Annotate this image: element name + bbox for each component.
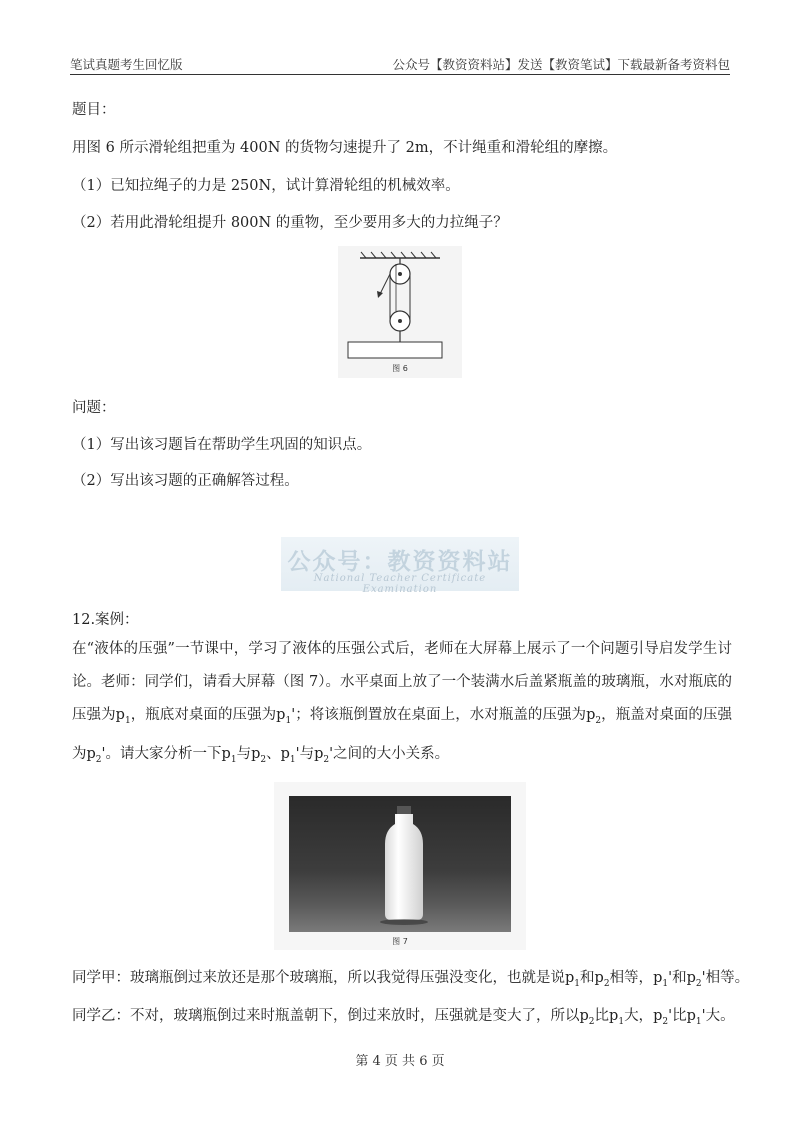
symbol-p: p	[686, 1008, 696, 1024]
prime-mark: '	[295, 745, 300, 762]
watermark-title: 公众号：教资资料站	[287, 549, 513, 575]
figure-7-caption: 图 7	[392, 937, 408, 946]
subscript: 1	[574, 978, 581, 989]
problem-label: 问题：	[72, 400, 116, 416]
watermark-logo	[281, 537, 519, 595]
case-text-4: ，瓶盖对桌面的压强为	[72, 707, 733, 762]
subscript: 2	[323, 754, 330, 765]
student-b-text-5: 大。	[705, 1008, 735, 1024]
prime-mark: '	[668, 970, 673, 986]
student-b-text-2: 比	[594, 1008, 610, 1024]
header-right-notice: 公众号【教资资料站】发送【教资笔试】下载最新备考资料包	[392, 57, 730, 72]
subscript: 2	[595, 715, 602, 726]
student-a-text-4: 和	[672, 970, 687, 986]
subscript: 1	[662, 978, 669, 989]
prime-mark: '	[701, 1008, 706, 1024]
question-part-2: （2）若用此滑轮组提升 800N 的重物，至少要用多大的力拉绳子？	[72, 215, 508, 231]
subscript: 2	[603, 978, 610, 989]
page-footer: 第 4 页 共 6 页	[355, 1054, 445, 1069]
case-text-9: 之间的大小关系。	[333, 745, 450, 762]
case-text-3: ；将该瓶倒置放在桌面上，水对瓶盖的压强为	[295, 707, 587, 723]
subscript: 2	[260, 754, 267, 765]
student-a-text-1: 同学甲：玻璃瓶倒过来放还是那个玻璃瓶，所以我觉得压强没变化，也就是说	[72, 970, 565, 986]
figure-7-bottle	[274, 782, 526, 950]
watermark-subtitle: National Teacher Certificate Examination	[313, 573, 487, 595]
prime-mark: '	[291, 707, 296, 723]
prime-mark: '	[668, 1008, 673, 1024]
student-b-text-3: 大，	[624, 1008, 654, 1024]
bottle-photo	[289, 796, 511, 932]
subscript: 1	[285, 715, 292, 726]
symbol-p: p	[115, 707, 125, 723]
case-paragraph	[72, 633, 732, 777]
case-text-7: 、	[266, 745, 281, 762]
symbol-p: p	[586, 707, 596, 723]
question-label: 题目：	[72, 102, 116, 118]
header-left-title: 笔试真题考生回忆版	[70, 57, 183, 72]
problem-item-1: （1）写出该习题旨在帮助学生巩固的知识点。	[72, 437, 372, 453]
student-a-text-2: 和	[580, 970, 595, 986]
student-a-text-3: 相等，	[609, 970, 654, 986]
student-a-text-5: 相等。	[705, 970, 750, 986]
symbol-p: p	[565, 970, 575, 986]
symbol-p: p	[609, 1008, 619, 1024]
symbol-p: p	[594, 970, 604, 986]
case-text-5: 。请大家分析一下	[105, 745, 222, 762]
symbol-p: p	[314, 745, 324, 762]
symbol-p: p	[653, 1008, 663, 1024]
prime-mark: '	[329, 745, 334, 762]
question-stem: 用图 6 所示滑轮组把重为 400N 的货物匀速提升了 2m，不计绳重和滑轮组的摩擦。	[72, 140, 618, 156]
subscript: 1	[695, 1016, 702, 1027]
case-text-2: ，瓶底对桌面的压强为	[130, 707, 277, 723]
case-text-1: 在“液体的压强”一节课中，学习了液体的压强公式后，老师在大屏幕上展示了一个问题引导启发学生讨论。老师：同学们，请看大屏幕（图 7）。水平桌面上放了一个装满水后盖紧瓶盖的玻璃瓶，水对瓶底的压强为	[72, 641, 732, 723]
student-b-text-1: 同学乙：不对，玻璃瓶倒过来时瓶盖朝下，倒过来放时，压强就是变大了，所以	[72, 1008, 580, 1024]
symbol-p: p	[221, 745, 231, 762]
subscript: 2	[95, 754, 102, 765]
symbol-p: p	[653, 970, 663, 986]
question-part-1: （1）已知拉绳子的力是 250N，试计算滑轮组的机械效率。	[72, 178, 460, 194]
symbol-p: p	[251, 745, 261, 762]
symbol-p: p	[280, 745, 290, 762]
case-heading: 12.案例：	[72, 612, 139, 628]
student-b-text-4: 比	[672, 1008, 687, 1024]
problem-item-2: （2）写出该习题的正确解答过程。	[72, 473, 299, 489]
subscript: 1	[289, 754, 296, 765]
subscript: 2	[695, 978, 702, 989]
student-b-statement	[72, 1006, 735, 1032]
symbol-p: p	[276, 707, 286, 723]
subscript: 1	[618, 1016, 625, 1027]
bottle-icon	[289, 796, 511, 932]
case-text-8: 与	[299, 745, 315, 762]
subscript: 1	[124, 715, 131, 726]
symbol-p: p	[86, 745, 96, 762]
subscript: 2	[588, 1016, 595, 1027]
symbol-p: p	[686, 970, 696, 986]
figure-6-pulley	[338, 246, 462, 378]
subscript: 1	[230, 754, 237, 765]
figure-6-caption: 图 6	[392, 364, 408, 373]
pulley-diagram-icon	[338, 246, 462, 364]
symbol-p: p	[579, 1008, 589, 1024]
page-header	[70, 52, 730, 75]
subscript: 2	[662, 1016, 669, 1027]
prime-mark: '	[101, 745, 106, 762]
student-a-statement	[72, 968, 749, 994]
prime-mark: '	[701, 970, 706, 986]
case-text-6: 与	[236, 745, 252, 762]
